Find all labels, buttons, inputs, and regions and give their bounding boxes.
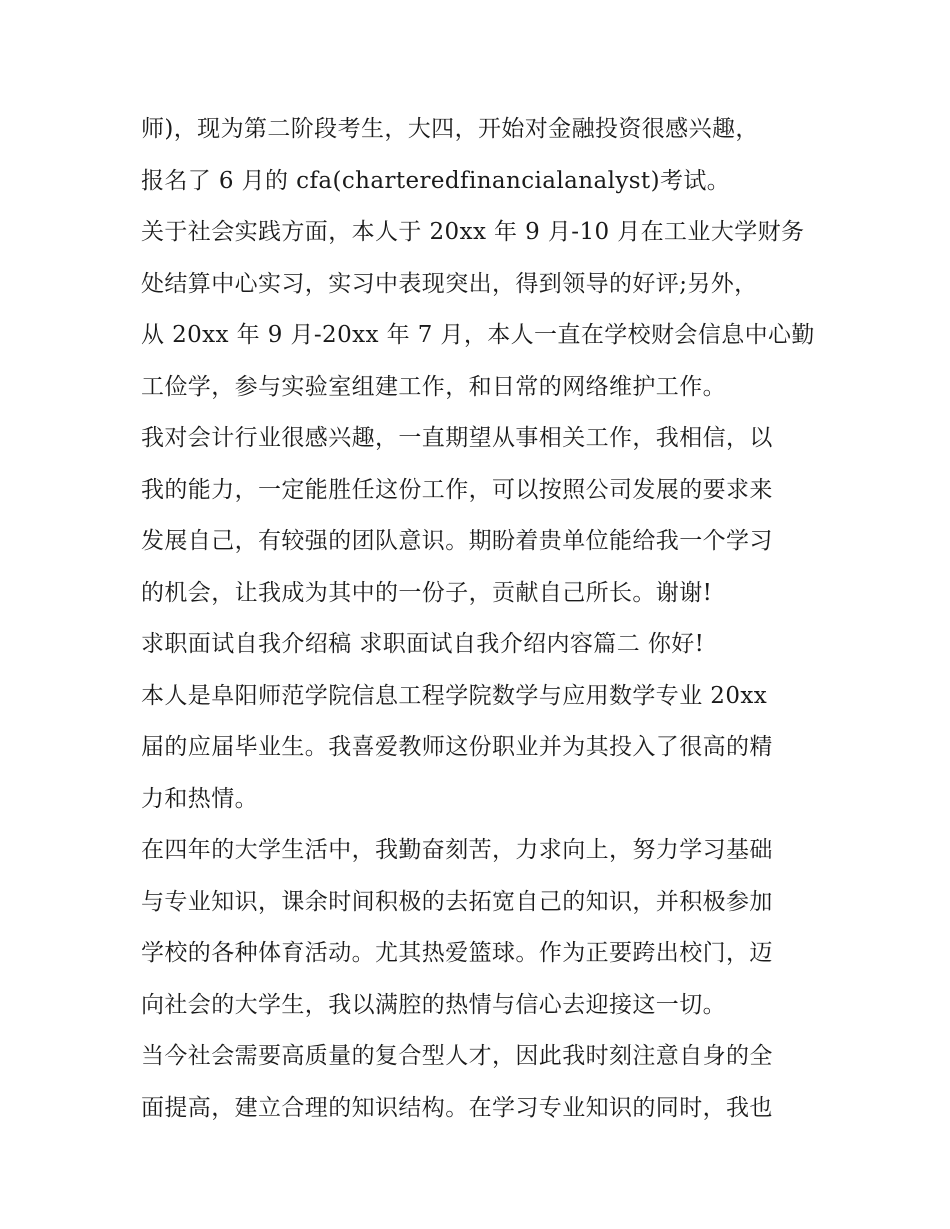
- text-line: 我的能力，一定能胜任这份工作，可以按照公司发展的要求来: [141, 476, 773, 503]
- text-line: 当今社会需要高质量的复合型人才，因此我时刻注意自身的全: [141, 1043, 773, 1069]
- text-line: 面提高，建立合理的知识结构。在学习专业知识的同时，我也: [141, 1094, 773, 1121]
- text-line: 与专业知识，课余时间积极的去拓宽自己的知识，并积极参加: [141, 888, 773, 915]
- text-line: 关于社会实践方面，本人于 20xx 年 9 月-10 月在工业大学财务: [141, 219, 805, 245]
- text-line: 处结算中心实习，实习中表现突出，得到领导的好评;另外，: [141, 270, 758, 297]
- text-line: 届的应届毕业生。我喜爱教师这份职业并为其投入了很高的精: [141, 734, 773, 760]
- text-line: 从 20xx 年 9 月-20xx 年 7 月，本人一直在学校财会信息中心勤: [141, 322, 815, 348]
- section-heading: 求职面试自我介绍稿 求职面试自我介绍内容篇二 你好!: [141, 631, 705, 657]
- document-body: [141, 104, 831, 1134]
- text-line: 力和热情。: [141, 785, 258, 812]
- text-line: 向社会的大学生，我以满腔的热情与信心去迎接这一切。: [141, 991, 726, 1018]
- text-line: 发展自己，有较强的团队意识。期盼着贵单位能给我一个学习: [141, 528, 773, 554]
- text-line: 我对会计行业很感兴趣，一直期望从事相关工作，我相信，以: [141, 425, 773, 451]
- text-line: 在四年的大学生活中，我勤奋刻苦，力求向上，努力学习基础: [141, 837, 773, 863]
- text-line: 的机会，让我成为其中的一份子，贡献自己所长。谢谢!: [141, 579, 713, 606]
- text-line: 师)，现为第二阶段考生，大四，开始对金融投资很感兴趣，: [141, 116, 759, 142]
- text-line: 工俭学，参与实验室组建工作，和日常的网络维护工作。: [141, 373, 726, 400]
- text-line: 本人是阜阳师范学院信息工程学院数学与应用数学专业 20xx: [141, 682, 768, 709]
- text-line: 报名了 6 月的 cfa(charteredfinancialanalyst)考试。: [141, 167, 731, 194]
- text-line: 学校的各种体育活动。尤其热爱篮球。作为正要跨出校门，迈: [141, 940, 773, 966]
